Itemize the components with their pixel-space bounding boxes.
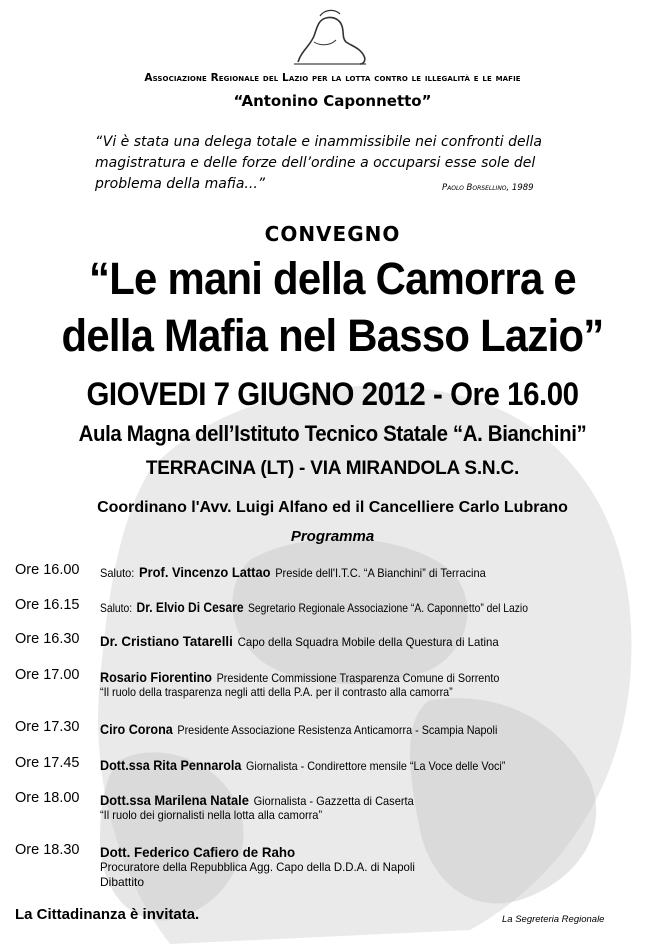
program-time: Ore 17.45 — [15, 755, 80, 771]
program-line — [100, 631, 520, 650]
program-line — [100, 719, 542, 738]
event-label: CONVEGNO — [264, 222, 401, 246]
program-role: Giornalista - Condirettore mensile “La Voce delle Voci” — [246, 759, 506, 773]
invitation-text: La Cittadinanza è invitata. — [15, 906, 200, 923]
program-time: Ore 18.30 — [15, 842, 80, 858]
program-prefix: Saluto: — [100, 566, 135, 580]
signature-text: La Segreteria Regionale — [502, 914, 605, 925]
program-role: Presidente Associazione Resistenza Anticamorra - Scampia Napoli — [177, 723, 498, 737]
program-role: Segretario Regionale Associazione “A. Caponnetto” del Lazio — [247, 601, 528, 615]
program-speaker: Dr. Elvio Di Cesare — [136, 599, 244, 615]
event-date: GIOVEDI 7 GIUGNO 2012 - Ore 16.00 — [86, 376, 579, 412]
program-speaker: Dott.ssa Marilena Natale — [100, 792, 249, 808]
program-time: Ore 17.30 — [15, 719, 80, 735]
event-coordinators: Coordinano l'Avv. Luigi Alfano ed il Cancelliere Carlo Lubrano — [97, 499, 568, 516]
program-time: Ore 16.30 — [15, 631, 80, 647]
program-line — [100, 790, 441, 809]
program-line — [100, 667, 544, 686]
program-time: Ore 17.00 — [15, 667, 80, 683]
program-speaker: Dott.ssa Rita Pennarola — [100, 757, 242, 773]
program-time: Ore 16.15 — [15, 597, 80, 613]
program-note: Dibattito — [100, 875, 145, 889]
association-name: “Antonino Caponnetto” — [233, 92, 432, 110]
program-speaker: Dott. Federico Cafiero de Raho — [100, 844, 296, 860]
event-title-line1: “Le mani della Camorra e — [89, 253, 576, 304]
program-time: Ore 16.00 — [15, 562, 80, 578]
program-speaker: Rosario Fiorentino — [100, 669, 213, 685]
event-venue: Aula Magna dell’Istituto Tecnico Statale “A. Bianchini” — [78, 421, 587, 446]
program-talk-title: “Il ruolo della trasparenza negli atti della P.A. per il contrasto alla camorra” — [100, 685, 453, 699]
association-line: Associazione Regionale del Lazio per la lotta contro le illegalità e le mafie — [144, 72, 521, 84]
quote-text: “Vi è stata una delega totale e inammissibile nei confronti della magistratura e delle forze dell’ordine a occuparsi esse sole del problema della mafia...” — [95, 134, 542, 192]
program-role: Capo della Squadra Mobile della Questura di Latina — [237, 635, 499, 649]
program-talk-title: “Il ruolo dei giornalisti nella lotta alla camorra” — [100, 808, 323, 822]
program-line — [100, 755, 550, 774]
program-time: Ore 18.00 — [15, 790, 80, 806]
program-speaker: Dr. Cristiano Tatarelli — [100, 633, 233, 649]
program-line — [100, 842, 305, 861]
event-title-line2: della Mafia nel Basso Lazio” — [61, 310, 604, 361]
event-address: TERRACINA (LT) - VIA MIRANDOLA S.N.C. — [145, 458, 520, 479]
program-speaker: Ciro Corona — [100, 721, 173, 737]
program-line — [100, 562, 519, 581]
program-role: Giornalista - Gazzetta di Caserta — [253, 794, 414, 808]
association-logo-icon — [290, 6, 370, 68]
program-role: Presidente Commissione Trasparenza Comune di Sorrento — [216, 671, 500, 685]
program-role: Procuratore della Repubblica Agg. Capo della D.D.A. di Napoli — [100, 860, 415, 874]
quote-author: Paolo Borsellino, 1989 — [442, 183, 534, 193]
program-line — [100, 597, 598, 616]
program-speaker: Prof. Vincenzo Lattao — [139, 564, 271, 580]
event-title — [23, 250, 641, 364]
program-role: Preside dell'I.T.C. “A Bianchini” di Terracina — [275, 566, 486, 580]
program-prefix: Saluto: — [100, 601, 133, 615]
program-label: Programma — [290, 528, 375, 545]
